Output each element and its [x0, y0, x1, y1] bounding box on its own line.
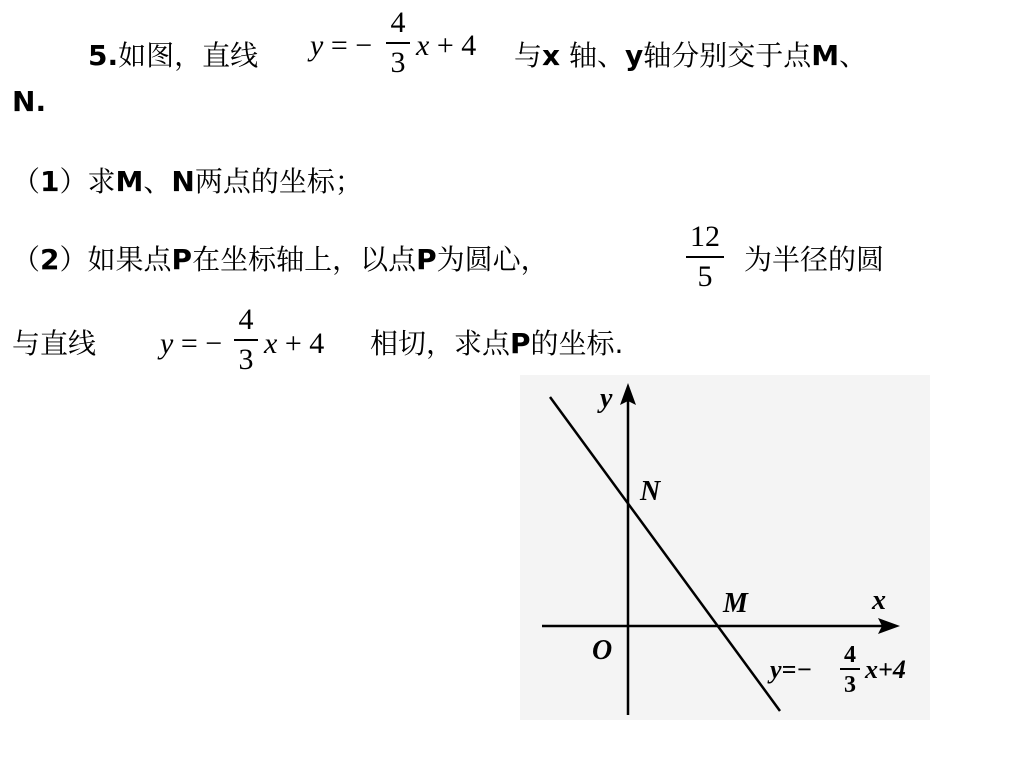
problem-line-1 [88, 39, 259, 72]
part-1-n: N [171, 165, 195, 198]
part-2-end [744, 243, 885, 276]
equation-2 [160, 329, 222, 359]
coordinate-figure [520, 375, 930, 720]
text-with: 与 [514, 39, 543, 72]
eq-equals: = − [323, 29, 373, 62]
part-2-number: 2 [40, 243, 60, 276]
y-axis-label-text: y [624, 39, 644, 72]
text-axis: 轴、 [560, 39, 625, 72]
point-n-label: N [640, 476, 661, 507]
part-1-sep: 、 [143, 165, 172, 198]
line-label-denominator: 3 [844, 672, 856, 698]
problem-line-1-end [514, 39, 868, 72]
eq2-denominator: 3 [238, 342, 254, 376]
paren-open-2: （ [12, 243, 41, 276]
equation-1-rest [416, 31, 476, 61]
part-2-p2: P [416, 243, 437, 276]
paren-close-2: ） [59, 243, 88, 276]
y-axis-label: y [600, 383, 613, 414]
text-sep: 、 [839, 39, 868, 72]
part-1 [12, 165, 363, 198]
eq2-x: x [264, 327, 278, 360]
eq-numerator: 4 [390, 6, 406, 39]
equation-1 [310, 31, 372, 61]
problem-number: 5. [88, 39, 119, 72]
eq2-equals: = − [173, 327, 223, 360]
part-2-text-4: 为半径的圆 [744, 243, 885, 276]
period: . [35, 85, 47, 118]
point-m-label: M [723, 588, 748, 619]
eq-rest: + 4 [429, 29, 477, 62]
part-1-text: 求 [87, 165, 116, 198]
equation-2-rest [264, 329, 324, 359]
origin-label: O [592, 635, 613, 666]
problem-line-2 [12, 85, 47, 118]
text-intersect: 轴分别交于点 [643, 39, 812, 72]
part-2-p3: P [510, 327, 531, 360]
eq-y: y [310, 29, 324, 62]
part-2-line-2-start: 与直线 [12, 327, 97, 360]
x-axis-label-text: x [542, 39, 561, 72]
part-2-line-2-end [370, 327, 624, 360]
fraction-bar [386, 42, 410, 44]
line-label-numerator: 4 [844, 642, 856, 668]
part-2-text-3: 为圆心， [436, 243, 549, 276]
radius-fraction [686, 222, 724, 292]
radius-numerator: 12 [690, 220, 720, 253]
part-2-text-2: 在坐标轴上，以点 [192, 243, 417, 276]
equation-2-fraction [234, 305, 258, 375]
problem-intro: 如图，直线 [118, 39, 259, 72]
radius-denominator: 5 [697, 259, 713, 293]
line-label-suffix: x+4 [865, 655, 906, 684]
part-2-line-2-end1: 相切，求点 [370, 327, 511, 360]
eq2-numerator: 4 [238, 303, 254, 336]
part-2-text-1: 如果点 [87, 243, 172, 276]
line-label-prefix: y=− [770, 655, 813, 684]
paren-close: ） [59, 165, 88, 198]
point-n-text: N [12, 85, 36, 118]
radius-fraction-bar [686, 256, 724, 258]
x-axis-label: x [872, 585, 886, 616]
part-1-m: M [115, 165, 144, 198]
part-1-text-end: 两点的坐标； [194, 165, 363, 198]
point-m-text: M [811, 39, 840, 72]
part-2 [12, 243, 549, 276]
equation-1-fraction [386, 8, 410, 78]
eq-x: x [416, 29, 430, 62]
eq2-fraction-bar [234, 339, 258, 341]
paren-open: （ [12, 165, 41, 198]
eq2-y: y [160, 327, 174, 360]
part-2-p1: P [171, 243, 193, 276]
part-2-line-2 [12, 327, 97, 360]
eq2-rest: + 4 [277, 327, 325, 360]
part-1-number: 1 [40, 165, 60, 198]
part-2-line-2-end2: 的坐标. [530, 327, 624, 360]
eq-denominator: 3 [390, 45, 406, 79]
